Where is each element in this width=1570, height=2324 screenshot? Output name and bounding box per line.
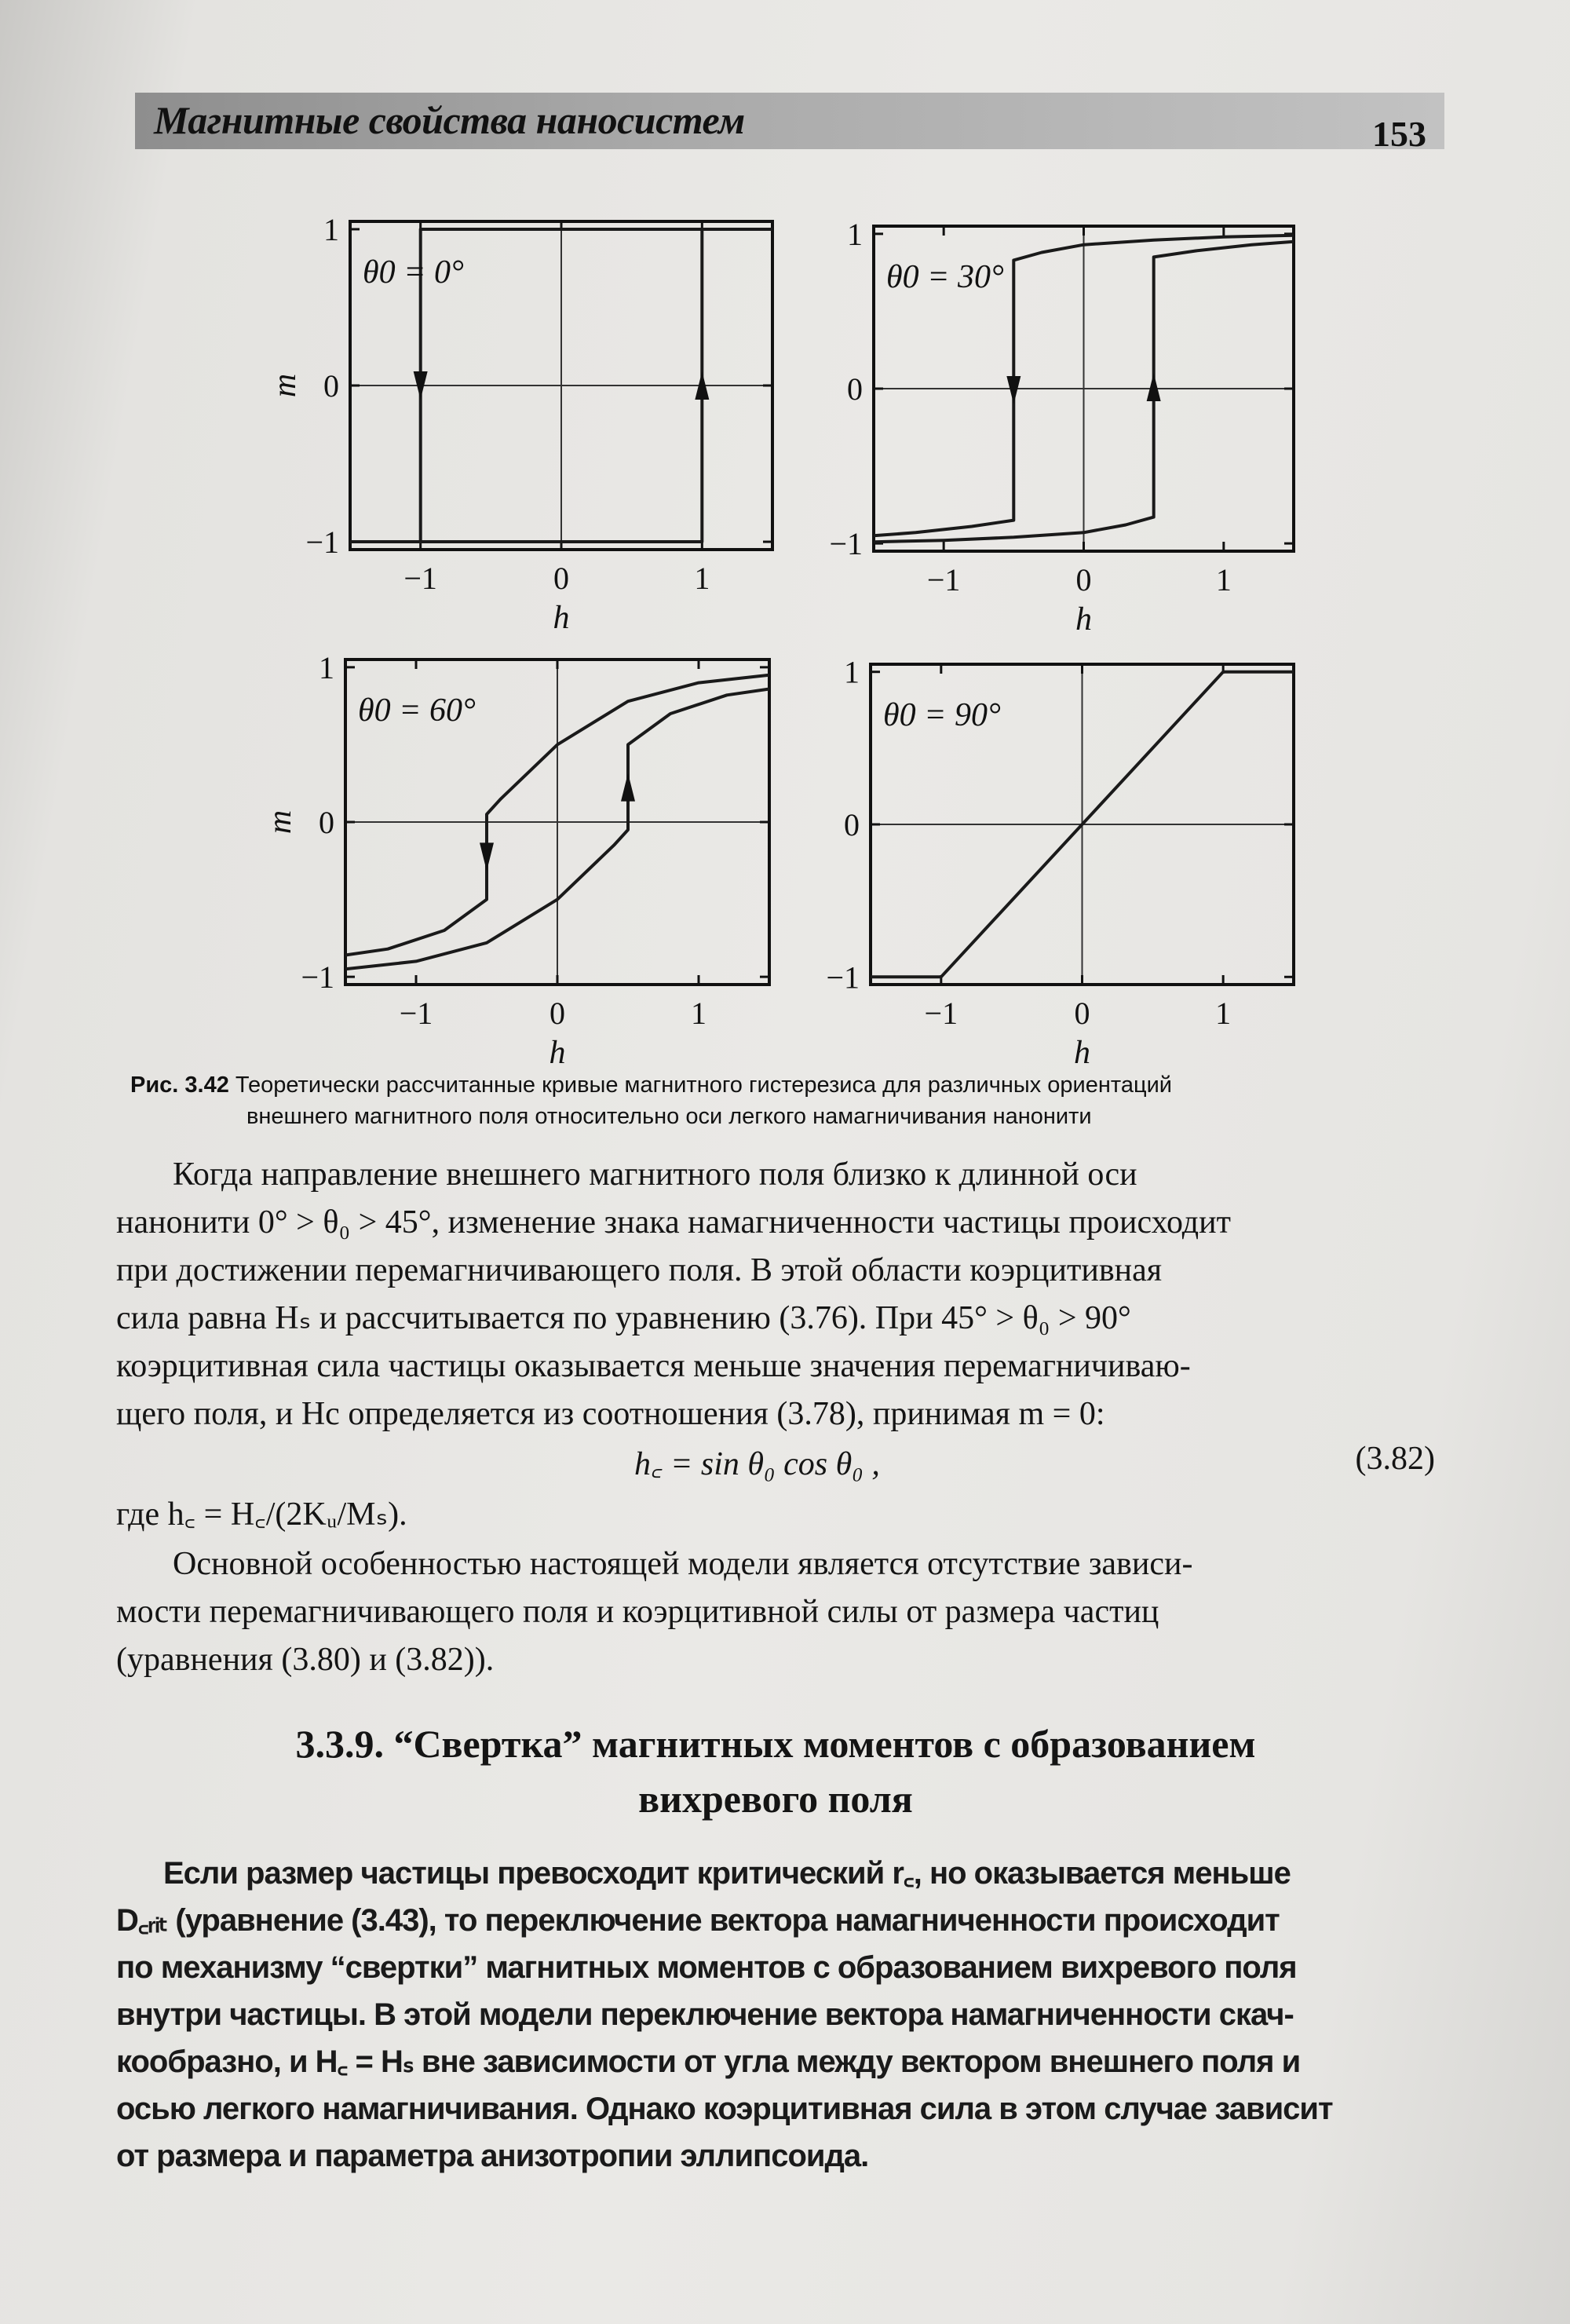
paragraph-3-line: Если размер частицы превосходит критический r꜀, но оказывается меньше	[163, 1856, 1291, 1891]
x-tick-label: −1	[403, 561, 437, 596]
panel-label: θ0 = 60°	[358, 692, 476, 729]
y-tick-label: 0	[844, 807, 860, 842]
x-axis-label: h	[1075, 601, 1092, 638]
paragraph-2-line: мости перемагничивающего поля и коэрцитивной силы от размера частиц	[116, 1594, 1159, 1630]
paragraph-3-line: от размера и параметра анизотропии эллипсоида.	[116, 2139, 869, 2173]
paragraph-3-line: D꜀ᵣᵢₜ (уравнение (3.43), то переключение вектора намагниченности происходит	[116, 1903, 1280, 1938]
x-tick-label: 0	[553, 561, 569, 596]
equation-definition: где h꜀ = H꜀/(2Kᵤ/Mₛ).	[116, 1496, 407, 1533]
hysteresis-panel	[267, 212, 772, 636]
y-tick-label: 0	[323, 368, 339, 404]
x-tick-label: 1	[1215, 562, 1232, 597]
paragraph-1-line: нанонити 0° > θ₀ > 45°, изменение знака намагниченности частицы происходит	[116, 1204, 1231, 1241]
direction-arrow	[621, 773, 635, 802]
y-tick-label: −1	[301, 959, 334, 996]
page-number: 153	[1372, 114, 1426, 154]
paragraph-2-line: Основной особенностью настоящей модели является отсутствие зависи-	[173, 1546, 1193, 1582]
x-tick-label: 0	[1075, 562, 1092, 597]
y-axis-label: m	[267, 373, 303, 398]
paragraph-3-line: по механизму “свертки” магнитных моментов с образованием вихревого поля	[116, 1950, 1297, 1985]
section-heading	[116, 1716, 1435, 1826]
running-title: Магнитные свойства наносистем	[154, 98, 745, 142]
paragraph-2	[116, 1540, 1435, 1684]
x-tick-label: 1	[691, 996, 706, 1031]
y-tick-label: −1	[826, 959, 860, 996]
caption-number: Рис. 3.42	[130, 1072, 229, 1098]
y-tick-label: 1	[844, 654, 860, 690]
y-tick-label: −1	[829, 526, 863, 562]
equation-number: (3.82)	[1355, 1441, 1435, 1477]
x-tick-label: 1	[1215, 996, 1232, 1031]
paragraph-3-line: кообразно, и H꜀ = Hₛ вне зависимости от угла между вектором внешнего поля и	[116, 2044, 1301, 2079]
direction-arrow	[1147, 373, 1161, 401]
caption-line-1	[130, 1069, 1449, 1101]
paragraph-1	[116, 1151, 1435, 1438]
direction-arrow	[480, 842, 494, 871]
figure-caption	[130, 1069, 1449, 1132]
paragraph-3-line: осью легкого намагничивания. Однако коэрцитивная сила в этом случае зависит	[116, 2092, 1333, 2126]
x-tick-label: 0	[550, 996, 565, 1031]
paragraph-3	[116, 1850, 1435, 2180]
y-tick-label: 1	[319, 649, 334, 685]
y-tick-label: 1	[847, 216, 863, 252]
paragraph-2-line: (уравнения (3.80) и (3.82)).	[116, 1642, 495, 1678]
section-heading-line-1: 3.3.9. “Свертка” магнитных моментов с образованием	[295, 1722, 1256, 1766]
section-heading-line-2: вихревого поля	[638, 1777, 913, 1821]
y-axis-label: m	[262, 809, 298, 835]
caption-text-1: Теоретически рассчитанные кривые магнитного гистерезиса для различных ориентаций	[235, 1072, 1172, 1098]
hysteresis-panel	[829, 217, 1294, 638]
y-tick-label: 0	[847, 371, 863, 407]
paragraph-1-line: сила равна Hₛ и рассчитывается по уравнению (3.76). При 45° > θ₀ > 90°	[116, 1300, 1131, 1336]
x-tick-label: −1	[926, 562, 961, 597]
equation-3-82	[116, 1440, 1435, 1487]
caption-line-2: внешнего магнитного поля относительно оси легкого намагничивания нанонити	[246, 1104, 1092, 1129]
direction-arrow	[1006, 376, 1020, 404]
hysteresis-panel	[826, 655, 1294, 1068]
x-axis-label: h	[553, 600, 570, 636]
y-tick-label: 0	[319, 805, 334, 840]
panel-label: θ0 = 30°	[886, 259, 1004, 295]
x-tick-label: −1	[399, 996, 433, 1031]
x-axis-label: h	[1074, 1035, 1090, 1068]
x-tick-label: −1	[924, 996, 958, 1031]
paragraph-1-line: коэрцитивная сила частицы оказывается меньше значения перемагничиваю-	[116, 1348, 1191, 1384]
panel-label: θ0 = 0°	[363, 254, 464, 290]
x-axis-label: h	[549, 1035, 566, 1068]
paragraph-1-line: щего поля, и Нс определяется из соотношения (3.78), принимая m = 0:	[116, 1396, 1105, 1432]
paragraph-1-line: Когда направление внешнего магнитного поля близко к длинной оси	[173, 1157, 1137, 1193]
hysteresis-figure	[0, 0, 1570, 1068]
paragraph-1-line: при достижении перемагничивающего поля. В этой области коэрцитивная	[116, 1252, 1163, 1288]
hysteresis-panel	[262, 650, 769, 1068]
x-tick-label: 1	[694, 561, 710, 596]
y-tick-label: −1	[305, 524, 339, 561]
x-tick-label: 0	[1074, 996, 1090, 1031]
panel-label: θ0 = 90°	[883, 697, 1001, 733]
y-tick-label: 1	[323, 211, 339, 247]
equation-formula: h꜀ = sin θ₀ cos θ₀ ,	[634, 1446, 880, 1482]
paragraph-3-line: внутри частицы. В этой модели переключение вектора намагниченности скач-	[116, 1997, 1294, 2032]
